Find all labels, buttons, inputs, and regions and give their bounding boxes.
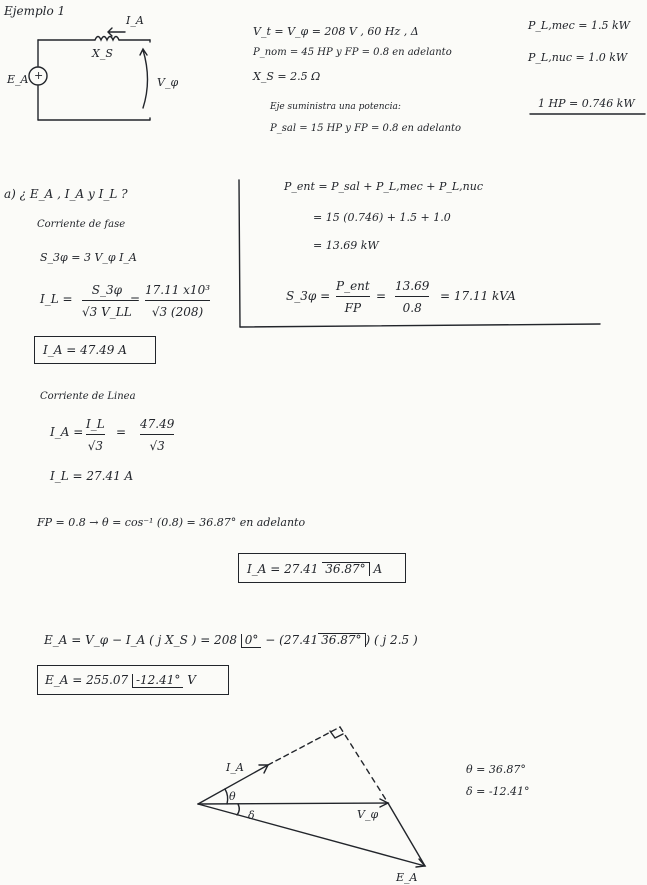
s3phi-result: = 17.11 kVA	[440, 289, 516, 303]
theta-arc	[225, 789, 228, 804]
pent-line-2: = 15 (0.746) + 1.5 + 1.0	[313, 211, 451, 224]
il-denominator: √3 V_LL	[82, 305, 132, 319]
s3phi-equals: =	[376, 289, 387, 303]
divider-vertical	[239, 180, 240, 327]
ea-boxed-lhs: E_A = 255.07	[45, 673, 129, 687]
inductor-xs	[95, 37, 119, 41]
ea-result	[45, 674, 196, 688]
p-nuc: P_L,nuc = 1.0 kW	[528, 51, 628, 64]
given-line-3: X_S = 2.5 Ω	[253, 70, 321, 83]
given-line-5: P_sal = 15 HP y FP = 0.8 en adelanto	[270, 123, 462, 134]
phasor-theta-label: θ	[229, 790, 236, 803]
ea-result-box	[37, 665, 229, 695]
divider-horizontal	[240, 324, 600, 327]
circuit-ia-label: I_A	[126, 14, 144, 27]
il-fraction	[82, 284, 132, 318]
ea-equation	[44, 633, 418, 648]
phasor-ea-label: E_A	[396, 871, 418, 884]
ia-arrow	[108, 28, 125, 36]
il-equals: =	[130, 292, 141, 306]
phasor-vphi-label: V_φ	[357, 808, 379, 821]
fraction-bar	[82, 300, 132, 301]
il-lhs: I_L =	[40, 292, 73, 306]
circuit-xs-label: X_S	[92, 47, 113, 60]
ia-lhs: I_A =	[50, 425, 84, 439]
vphi-to-ea	[388, 803, 425, 866]
circuit-ea-label: E_A	[7, 73, 29, 86]
pent-line: P_ent = P_sal + P_L,mec + P_L,nuc	[284, 180, 484, 193]
s3phi-numerator: P_ent	[336, 279, 370, 293]
s3phi-denominator-2: 0.8	[402, 301, 422, 315]
ia-result: I_A = 47.49 A	[43, 343, 127, 357]
ea-phasor	[198, 804, 425, 866]
s3phi-fraction	[336, 280, 370, 314]
given-line-4: Eje suministra una potencia:	[270, 102, 401, 112]
ea-eq-mid: − (27.41	[265, 633, 319, 647]
fraction-bar	[86, 434, 105, 435]
s3phi-lhs: S_3φ =	[286, 289, 331, 303]
fraction-bar	[395, 296, 429, 297]
il-numerator: S_3φ	[91, 283, 122, 297]
ia-phasor-lhs: I_A = 27.41	[247, 562, 319, 576]
delta-arc	[237, 804, 239, 815]
s3phi-fraction-2	[395, 280, 429, 314]
ia-equals: =	[116, 425, 127, 439]
ia-phasor-unit: A	[373, 562, 383, 576]
page-title: Ejemplo 1	[4, 4, 66, 18]
il-denominator-2: √3 (208)	[151, 305, 204, 319]
ia-phasor-angle: 36.87°	[322, 562, 369, 576]
s3phi-numerator-2: 13.69	[395, 279, 430, 293]
fraction-bar	[140, 434, 174, 435]
theta-value: θ = 36.87°	[466, 763, 526, 776]
ia-phasor-box	[238, 553, 406, 583]
phasor-delta-label: δ	[248, 809, 255, 822]
phasor-ia-label: I_A	[226, 761, 244, 774]
il-numerator-2: 17.11 x10³	[145, 283, 211, 297]
ea-eq-lhs: E_A = V_φ − I_A ( j X_S ) = 208	[44, 633, 237, 647]
il-result: I_L = 27.41 A	[50, 469, 134, 483]
vphi-arrow	[140, 49, 148, 108]
right-angle-mark	[330, 731, 343, 738]
jxs-drop-dashed	[340, 727, 388, 803]
given-line-2: P_nom = 45 HP y FP = 0.8 en adelanto	[253, 47, 452, 58]
ea-eq-rhs: ) ( j 2.5 )	[365, 633, 418, 647]
ia-jxs-dashed	[268, 727, 340, 765]
ia-fraction	[86, 418, 105, 452]
given-line-1: V_t = V_φ = 208 V , 60 Hz , Δ	[253, 25, 419, 38]
il-fraction-2	[145, 284, 210, 318]
source-plus-symbol: +	[34, 69, 44, 82]
ea-boxed-unit: V	[187, 673, 196, 687]
ia-result-box	[34, 336, 156, 364]
ia-fraction-2	[140, 418, 174, 452]
fraction-bar	[145, 300, 210, 301]
s3phi-formula: S_3φ = 3 V_φ I_A	[40, 251, 137, 264]
ia-phasor-result	[247, 562, 382, 576]
hp-equivalence: 1 HP = 0.746 kW	[538, 97, 635, 110]
circuit-vphi-label: V_φ	[157, 76, 179, 89]
p-mec: P_L,mec = 1.5 kW	[528, 19, 630, 32]
ea-boxed-angle: -12.41°	[132, 674, 183, 688]
corriente-linea-heading: Corriente de Linea	[40, 391, 136, 402]
ea-eq-angle: 0°	[241, 634, 262, 648]
s3phi-denominator: FP	[344, 301, 362, 315]
fraction-bar	[336, 296, 370, 297]
question-a: a) ¿ E_A , I_A y I_L ?	[4, 187, 128, 201]
corriente-fase-heading: Corriente de fase	[37, 219, 126, 230]
delta-value: δ = -12.41°	[466, 785, 530, 798]
ia-numerator: I_L	[86, 417, 105, 431]
fp-theta-line: FP = 0.8 → θ = cos⁻¹ (0.8) = 36.87° en adelanto	[37, 516, 306, 529]
ia-denominator: √3	[87, 439, 103, 453]
ea-eq-angle-2: 36.87°	[318, 633, 365, 647]
pent-line-3: = 13.69 kW	[313, 239, 379, 252]
ia-numerator-2: 47.49	[140, 417, 175, 431]
ia-denominator-2: √3	[149, 439, 165, 453]
